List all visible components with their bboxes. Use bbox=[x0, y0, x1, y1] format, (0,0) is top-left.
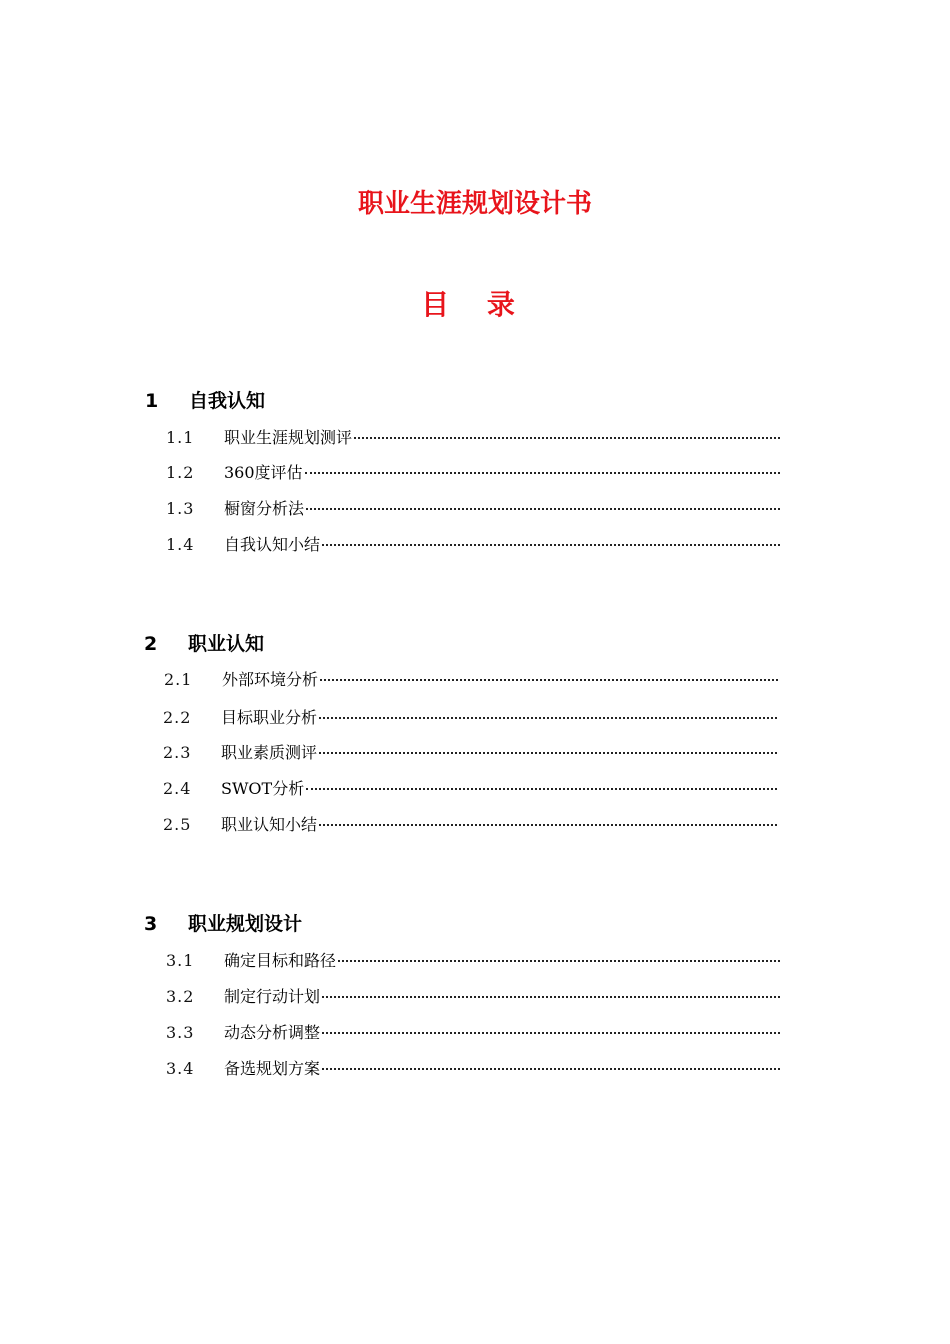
entry-number: 2.3 bbox=[163, 743, 192, 762]
section-heading[interactable] bbox=[145, 389, 265, 413]
entry-label: 外部环境分析 bbox=[222, 670, 319, 689]
toc-entry[interactable] bbox=[166, 463, 780, 483]
toc-entry[interactable] bbox=[166, 1059, 780, 1079]
toc-entry[interactable] bbox=[166, 499, 780, 519]
entry-label: 制定行动计划 bbox=[224, 987, 321, 1006]
entry-number: 2.4 bbox=[163, 779, 192, 798]
toc-entry[interactable] bbox=[166, 428, 780, 448]
section-heading[interactable] bbox=[144, 632, 264, 656]
entry-label: 自我认知小结 bbox=[224, 535, 321, 554]
dot-leader bbox=[322, 544, 780, 546]
toc-entry[interactable] bbox=[163, 815, 777, 835]
entry-label: 确定目标和路径 bbox=[224, 951, 337, 970]
section-title: 职业认知 bbox=[188, 633, 265, 655]
section-heading[interactable] bbox=[144, 912, 302, 936]
entry-number: 1.2 bbox=[166, 463, 195, 482]
entry-number: 3.1 bbox=[166, 951, 195, 970]
section-title: 自我认知 bbox=[189, 390, 266, 412]
entry-number: 3.2 bbox=[166, 987, 195, 1006]
toc-entry[interactable] bbox=[164, 670, 778, 690]
toc-entry[interactable] bbox=[163, 779, 777, 799]
dot-leader bbox=[322, 1032, 780, 1034]
entry-label: 动态分析调整 bbox=[224, 1023, 321, 1042]
entry-label: 360度评估 bbox=[224, 463, 303, 482]
dot-leader bbox=[319, 824, 777, 826]
entry-label: 职业素质测评 bbox=[221, 743, 318, 762]
section-title: 职业规划设计 bbox=[188, 913, 303, 935]
section-number: 3 bbox=[144, 913, 158, 935]
document-title: 职业生涯规划设计书 bbox=[357, 189, 592, 219]
section-number: 1 bbox=[145, 390, 159, 412]
entry-number: 1.3 bbox=[166, 499, 195, 518]
entry-number: 3.3 bbox=[166, 1023, 195, 1042]
entry-label: 目标职业分析 bbox=[221, 708, 318, 727]
dot-leader bbox=[320, 679, 778, 681]
toc-entry[interactable] bbox=[163, 743, 777, 763]
entry-number: 2.2 bbox=[163, 708, 192, 727]
entry-label: 备选规划方案 bbox=[224, 1059, 321, 1078]
entry-number: 1.1 bbox=[166, 428, 195, 447]
entry-label: 职业生涯规划测评 bbox=[224, 428, 353, 447]
entry-number: 3.4 bbox=[166, 1059, 195, 1078]
toc-entry[interactable] bbox=[166, 987, 780, 1007]
toc-entry[interactable] bbox=[166, 1023, 780, 1043]
dot-leader bbox=[319, 752, 777, 754]
toc-heading: 目 录 bbox=[421, 288, 529, 321]
toc-entry[interactable] bbox=[166, 535, 780, 555]
toc-entry[interactable] bbox=[166, 951, 780, 971]
entry-number: 2.1 bbox=[164, 670, 193, 689]
dot-leader bbox=[306, 508, 780, 510]
entry-number: 1.4 bbox=[166, 535, 195, 554]
dot-leader bbox=[338, 960, 780, 962]
dot-leader bbox=[322, 996, 780, 998]
section-number: 2 bbox=[144, 633, 158, 655]
dot-leader bbox=[322, 1068, 780, 1070]
entry-label: 橱窗分析法 bbox=[224, 499, 305, 518]
entry-label: SWOT分析 bbox=[221, 779, 305, 798]
toc-entry[interactable] bbox=[163, 708, 777, 728]
entry-number: 2.5 bbox=[163, 815, 192, 834]
dot-leader bbox=[319, 717, 777, 719]
dot-leader bbox=[305, 472, 780, 474]
entry-label: 职业认知小结 bbox=[221, 815, 318, 834]
dot-leader bbox=[354, 437, 780, 439]
dot-leader bbox=[306, 788, 777, 790]
